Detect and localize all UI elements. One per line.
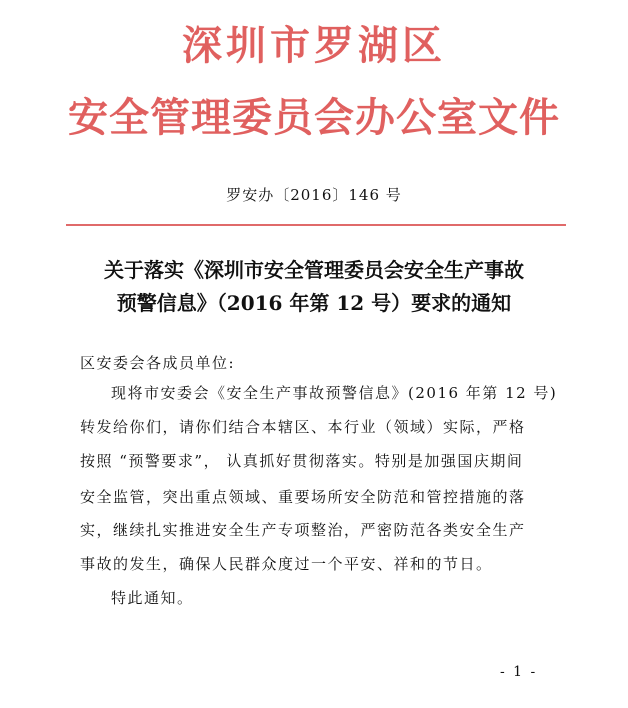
salutation: 区安委会各成员单位: <box>80 354 236 372</box>
body-line: 事故的发生，确保人民群众度过一个平安、祥和的节日。 <box>80 555 493 573</box>
body-line: 现将市安委会《安全生产事故预警信息》(2016 年第 12 号) <box>111 384 558 402</box>
body-line: 实，继续扎实推进安全生产专项整治，严密防范各类安全生产 <box>80 521 526 539</box>
issuer-name-line1: 深圳市罗湖区 <box>182 22 446 69</box>
page-number: - 1 - <box>500 664 538 680</box>
body-line: 安全监管，突出重点领域、重要场所安全防范和管控措施的落 <box>80 488 526 506</box>
body-line: 转发给你们，请你们结合本辖区、本行业（领域）实际，严格 <box>80 418 526 436</box>
issuer-name-line2: 安全管理委员会办公室文件 <box>68 94 560 141</box>
closing-remark: 特此通知。 <box>111 589 194 607</box>
red-divider-line <box>66 224 566 226</box>
document-title-line2: 预警信息》（2016 年第 12 号）要求的通知 <box>116 291 512 315</box>
document-title-line1: 关于落实《深圳市安全管理委员会安全生产事故 <box>104 258 524 282</box>
document-number: 罗安办〔2016〕146 号 <box>226 186 402 204</box>
body-line: 按照 “预警要求”， 认真抓好贯彻落实。特别是加强国庆期间 <box>80 452 524 470</box>
